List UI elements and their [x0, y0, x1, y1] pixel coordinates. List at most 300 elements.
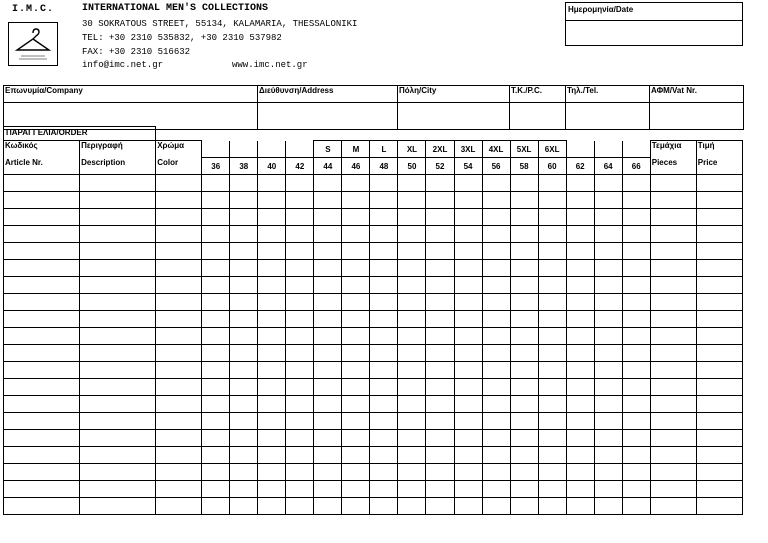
order-cell[interactable]: [426, 328, 454, 345]
order-cell[interactable]: [286, 498, 314, 515]
order-cell[interactable]: [258, 209, 286, 226]
order-cell[interactable]: [286, 192, 314, 209]
city-field-value[interactable]: [398, 103, 510, 130]
order-cell[interactable]: [426, 413, 454, 430]
order-cell[interactable]: [156, 498, 202, 515]
order-cell[interactable]: [594, 447, 622, 464]
order-cell[interactable]: [370, 481, 398, 498]
order-cell[interactable]: [454, 413, 482, 430]
order-cell[interactable]: [650, 396, 696, 413]
order-cell[interactable]: [342, 226, 370, 243]
order-cell[interactable]: [454, 396, 482, 413]
order-cell[interactable]: [4, 498, 80, 515]
order-cell[interactable]: [370, 277, 398, 294]
order-cell[interactable]: [202, 413, 230, 430]
order-cell[interactable]: [594, 498, 622, 515]
order-cell[interactable]: [566, 430, 594, 447]
order-cell[interactable]: [230, 430, 258, 447]
order-cell[interactable]: [80, 243, 156, 260]
order-cell[interactable]: [482, 260, 510, 277]
order-cell[interactable]: [696, 413, 742, 430]
order-cell[interactable]: [258, 362, 286, 379]
order-cell[interactable]: [594, 209, 622, 226]
order-cell[interactable]: [398, 226, 426, 243]
order-cell[interactable]: [202, 430, 230, 447]
order-cell[interactable]: [426, 498, 454, 515]
order-cell[interactable]: [230, 311, 258, 328]
order-cell[interactable]: [482, 175, 510, 192]
order-cell[interactable]: [696, 379, 742, 396]
order-cell[interactable]: [650, 362, 696, 379]
order-cell[interactable]: [538, 311, 566, 328]
order-cell[interactable]: [696, 362, 742, 379]
order-cell[interactable]: [342, 362, 370, 379]
order-cell[interactable]: [314, 260, 342, 277]
order-cell[interactable]: [538, 430, 566, 447]
order-cell[interactable]: [202, 481, 230, 498]
order-cell[interactable]: [622, 379, 650, 396]
order-cell[interactable]: [230, 413, 258, 430]
order-cell[interactable]: [650, 311, 696, 328]
order-cell[interactable]: [258, 175, 286, 192]
order-cell[interactable]: [622, 328, 650, 345]
order-cell[interactable]: [426, 226, 454, 243]
order-cell[interactable]: [4, 430, 80, 447]
order-cell[interactable]: [482, 226, 510, 243]
order-cell[interactable]: [258, 328, 286, 345]
order-cell[interactable]: [80, 311, 156, 328]
order-cell[interactable]: [80, 175, 156, 192]
order-cell[interactable]: [398, 311, 426, 328]
order-cell[interactable]: [342, 192, 370, 209]
order-cell[interactable]: [230, 260, 258, 277]
order-cell[interactable]: [538, 277, 566, 294]
order-cell[interactable]: [538, 379, 566, 396]
order-cell[interactable]: [454, 192, 482, 209]
order-cell[interactable]: [258, 192, 286, 209]
order-cell[interactable]: [230, 362, 258, 379]
order-cell[interactable]: [314, 379, 342, 396]
address-field-value[interactable]: [258, 103, 398, 130]
order-cell[interactable]: [156, 464, 202, 481]
order-cell[interactable]: [696, 243, 742, 260]
order-cell[interactable]: [202, 362, 230, 379]
order-cell[interactable]: [650, 413, 696, 430]
order-cell[interactable]: [454, 447, 482, 464]
order-cell[interactable]: [80, 192, 156, 209]
order-cell[interactable]: [156, 294, 202, 311]
order-cell[interactable]: [566, 311, 594, 328]
order-cell[interactable]: [696, 464, 742, 481]
order-cell[interactable]: [314, 311, 342, 328]
order-cell[interactable]: [4, 226, 80, 243]
order-cell[interactable]: [696, 430, 742, 447]
order-cell[interactable]: [650, 430, 696, 447]
order-cell[interactable]: [426, 277, 454, 294]
order-cell[interactable]: [622, 430, 650, 447]
order-cell[interactable]: [566, 481, 594, 498]
order-cell[interactable]: [426, 260, 454, 277]
order-cell[interactable]: [426, 379, 454, 396]
order-cell[interactable]: [314, 447, 342, 464]
order-cell[interactable]: [696, 294, 742, 311]
order-cell[interactable]: [650, 294, 696, 311]
order-cell[interactable]: [286, 464, 314, 481]
order-cell[interactable]: [622, 447, 650, 464]
order-cell[interactable]: [650, 243, 696, 260]
order-cell[interactable]: [650, 328, 696, 345]
order-cell[interactable]: [156, 362, 202, 379]
order-cell[interactable]: [622, 294, 650, 311]
order-cell[interactable]: [510, 481, 538, 498]
order-cell[interactable]: [622, 260, 650, 277]
order-cell[interactable]: [510, 464, 538, 481]
order-cell[interactable]: [258, 277, 286, 294]
order-cell[interactable]: [538, 260, 566, 277]
order-cell[interactable]: [258, 481, 286, 498]
order-cell[interactable]: [314, 362, 342, 379]
order-cell[interactable]: [156, 396, 202, 413]
order-cell[interactable]: [426, 396, 454, 413]
order-cell[interactable]: [156, 209, 202, 226]
order-cell[interactable]: [80, 498, 156, 515]
order-cell[interactable]: [510, 396, 538, 413]
order-cell[interactable]: [566, 345, 594, 362]
order-cell[interactable]: [4, 379, 80, 396]
order-cell[interactable]: [510, 192, 538, 209]
order-cell[interactable]: [230, 464, 258, 481]
order-cell[interactable]: [454, 277, 482, 294]
order-cell[interactable]: [258, 294, 286, 311]
vat-field-value[interactable]: [650, 103, 744, 130]
order-cell[interactable]: [80, 379, 156, 396]
order-cell[interactable]: [426, 481, 454, 498]
order-cell[interactable]: [4, 209, 80, 226]
order-cell[interactable]: [538, 498, 566, 515]
order-cell[interactable]: [398, 447, 426, 464]
order-cell[interactable]: [370, 328, 398, 345]
order-cell[interactable]: [398, 192, 426, 209]
order-cell[interactable]: [510, 243, 538, 260]
order-cell[interactable]: [156, 260, 202, 277]
order-cell[interactable]: [482, 430, 510, 447]
order-cell[interactable]: [622, 243, 650, 260]
order-cell[interactable]: [482, 209, 510, 226]
order-cell[interactable]: [80, 294, 156, 311]
order-cell[interactable]: [370, 447, 398, 464]
order-cell[interactable]: [258, 413, 286, 430]
order-cell[interactable]: [566, 226, 594, 243]
order-cell[interactable]: [370, 311, 398, 328]
order-cell[interactable]: [454, 430, 482, 447]
order-cell[interactable]: [80, 226, 156, 243]
order-cell[interactable]: [454, 345, 482, 362]
order-cell[interactable]: [426, 464, 454, 481]
order-cell[interactable]: [538, 328, 566, 345]
order-cell[interactable]: [80, 362, 156, 379]
order-cell[interactable]: [426, 362, 454, 379]
order-cell[interactable]: [398, 209, 426, 226]
order-cell[interactable]: [510, 362, 538, 379]
order-cell[interactable]: [342, 447, 370, 464]
order-cell[interactable]: [622, 175, 650, 192]
order-cell[interactable]: [370, 294, 398, 311]
order-cell[interactable]: [398, 175, 426, 192]
order-cell[interactable]: [566, 277, 594, 294]
order-cell[interactable]: [202, 447, 230, 464]
order-cell[interactable]: [80, 260, 156, 277]
order-cell[interactable]: [4, 294, 80, 311]
order-cell[interactable]: [566, 175, 594, 192]
order-cell[interactable]: [482, 379, 510, 396]
order-cell[interactable]: [650, 481, 696, 498]
order-cell[interactable]: [230, 294, 258, 311]
order-cell[interactable]: [202, 175, 230, 192]
order-cell[interactable]: [4, 413, 80, 430]
order-cell[interactable]: [482, 498, 510, 515]
order-cell[interactable]: [258, 379, 286, 396]
order-cell[interactable]: [566, 209, 594, 226]
order-cell[interactable]: [454, 362, 482, 379]
order-cell[interactable]: [650, 175, 696, 192]
order-cell[interactable]: [622, 345, 650, 362]
order-cell[interactable]: [454, 311, 482, 328]
order-cell[interactable]: [202, 396, 230, 413]
order-cell[interactable]: [482, 311, 510, 328]
order-cell[interactable]: [80, 481, 156, 498]
order-cell[interactable]: [398, 243, 426, 260]
order-cell[interactable]: [454, 243, 482, 260]
order-cell[interactable]: [482, 464, 510, 481]
order-cell[interactable]: [370, 413, 398, 430]
order-cell[interactable]: [538, 362, 566, 379]
order-cell[interactable]: [398, 379, 426, 396]
order-cell[interactable]: [4, 260, 80, 277]
order-cell[interactable]: [342, 379, 370, 396]
order-cell[interactable]: [622, 498, 650, 515]
order-cell[interactable]: [80, 430, 156, 447]
order-cell[interactable]: [258, 430, 286, 447]
order-cell[interactable]: [398, 481, 426, 498]
order-cell[interactable]: [482, 277, 510, 294]
order-cell[interactable]: [370, 430, 398, 447]
order-cell[interactable]: [454, 294, 482, 311]
order-cell[interactable]: [342, 345, 370, 362]
order-cell[interactable]: [314, 498, 342, 515]
order-cell[interactable]: [314, 430, 342, 447]
order-cell[interactable]: [398, 328, 426, 345]
order-cell[interactable]: [156, 481, 202, 498]
order-cell[interactable]: [342, 464, 370, 481]
order-cell[interactable]: [482, 243, 510, 260]
order-cell[interactable]: [426, 175, 454, 192]
order-cell[interactable]: [314, 294, 342, 311]
order-cell[interactable]: [538, 294, 566, 311]
order-cell[interactable]: [696, 396, 742, 413]
order-cell[interactable]: [696, 481, 742, 498]
order-cell[interactable]: [80, 413, 156, 430]
order-cell[interactable]: [314, 464, 342, 481]
order-cell[interactable]: [566, 396, 594, 413]
order-cell[interactable]: [4, 311, 80, 328]
order-cell[interactable]: [156, 192, 202, 209]
order-cell[interactable]: [398, 413, 426, 430]
order-cell[interactable]: [622, 481, 650, 498]
order-cell[interactable]: [622, 192, 650, 209]
order-cell[interactable]: [538, 345, 566, 362]
order-cell[interactable]: [426, 311, 454, 328]
order-cell[interactable]: [566, 260, 594, 277]
order-cell[interactable]: [650, 379, 696, 396]
order-cell[interactable]: [230, 328, 258, 345]
order-cell[interactable]: [398, 396, 426, 413]
order-cell[interactable]: [314, 243, 342, 260]
order-cell[interactable]: [538, 396, 566, 413]
order-cell[interactable]: [286, 447, 314, 464]
order-cell[interactable]: [482, 192, 510, 209]
order-cell[interactable]: [4, 345, 80, 362]
order-cell[interactable]: [566, 243, 594, 260]
order-cell[interactable]: [538, 481, 566, 498]
order-cell[interactable]: [594, 396, 622, 413]
order-cell[interactable]: [482, 396, 510, 413]
order-cell[interactable]: [314, 481, 342, 498]
order-cell[interactable]: [314, 328, 342, 345]
order-cell[interactable]: [342, 481, 370, 498]
order-cell[interactable]: [696, 175, 742, 192]
order-cell[interactable]: [650, 277, 696, 294]
order-cell[interactable]: [510, 209, 538, 226]
order-cell[interactable]: [370, 379, 398, 396]
order-cell[interactable]: [696, 311, 742, 328]
order-cell[interactable]: [202, 464, 230, 481]
order-cell[interactable]: [510, 345, 538, 362]
order-cell[interactable]: [650, 447, 696, 464]
order-cell[interactable]: [314, 277, 342, 294]
order-cell[interactable]: [426, 430, 454, 447]
order-cell[interactable]: [258, 243, 286, 260]
order-cell[interactable]: [454, 175, 482, 192]
order-cell[interactable]: [342, 243, 370, 260]
order-cell[interactable]: [230, 243, 258, 260]
order-cell[interactable]: [80, 396, 156, 413]
order-cell[interactable]: [156, 413, 202, 430]
order-cell[interactable]: [566, 328, 594, 345]
order-cell[interactable]: [696, 498, 742, 515]
order-cell[interactable]: [370, 243, 398, 260]
order-cell[interactable]: [230, 226, 258, 243]
order-cell[interactable]: [4, 277, 80, 294]
order-cell[interactable]: [454, 379, 482, 396]
order-cell[interactable]: [314, 396, 342, 413]
order-cell[interactable]: [594, 260, 622, 277]
order-cell[interactable]: [230, 447, 258, 464]
order-cell[interactable]: [286, 430, 314, 447]
order-cell[interactable]: [696, 226, 742, 243]
order-cell[interactable]: [4, 362, 80, 379]
order-cell[interactable]: [370, 209, 398, 226]
order-cell[interactable]: [156, 243, 202, 260]
order-cell[interactable]: [286, 209, 314, 226]
order-cell[interactable]: [622, 209, 650, 226]
order-cell[interactable]: [482, 294, 510, 311]
order-cell[interactable]: [482, 345, 510, 362]
order-cell[interactable]: [398, 260, 426, 277]
order-cell[interactable]: [426, 447, 454, 464]
order-cell[interactable]: [156, 226, 202, 243]
order-cell[interactable]: [258, 498, 286, 515]
order-cell[interactable]: [538, 413, 566, 430]
order-cell[interactable]: [202, 277, 230, 294]
order-cell[interactable]: [426, 209, 454, 226]
order-cell[interactable]: [650, 226, 696, 243]
order-cell[interactable]: [510, 311, 538, 328]
order-cell[interactable]: [202, 311, 230, 328]
order-cell[interactable]: [482, 362, 510, 379]
order-cell[interactable]: [454, 481, 482, 498]
order-cell[interactable]: [286, 396, 314, 413]
order-cell[interactable]: [538, 175, 566, 192]
order-cell[interactable]: [314, 209, 342, 226]
order-cell[interactable]: [202, 294, 230, 311]
order-cell[interactable]: [594, 192, 622, 209]
order-cell[interactable]: [202, 345, 230, 362]
order-cell[interactable]: [696, 192, 742, 209]
order-cell[interactable]: [398, 362, 426, 379]
order-cell[interactable]: [370, 192, 398, 209]
order-cell[interactable]: [342, 294, 370, 311]
order-cell[interactable]: [622, 464, 650, 481]
order-cell[interactable]: [398, 430, 426, 447]
order-cell[interactable]: [202, 328, 230, 345]
order-cell[interactable]: [4, 192, 80, 209]
order-cell[interactable]: [4, 175, 80, 192]
order-cell[interactable]: [594, 311, 622, 328]
order-cell[interactable]: [342, 260, 370, 277]
order-cell[interactable]: [286, 345, 314, 362]
order-cell[interactable]: [156, 447, 202, 464]
order-cell[interactable]: [230, 396, 258, 413]
order-cell[interactable]: [594, 379, 622, 396]
tel-field-value[interactable]: [566, 103, 650, 130]
order-cell[interactable]: [258, 396, 286, 413]
order-cell[interactable]: [314, 413, 342, 430]
order-cell[interactable]: [594, 243, 622, 260]
order-cell[interactable]: [594, 481, 622, 498]
order-cell[interactable]: [286, 379, 314, 396]
order-cell[interactable]: [594, 464, 622, 481]
order-cell[interactable]: [202, 498, 230, 515]
order-cell[interactable]: [482, 413, 510, 430]
order-cell[interactable]: [342, 175, 370, 192]
order-cell[interactable]: [342, 311, 370, 328]
order-cell[interactable]: [342, 209, 370, 226]
order-cell[interactable]: [230, 498, 258, 515]
order-cell[interactable]: [4, 447, 80, 464]
order-cell[interactable]: [258, 345, 286, 362]
order-cell[interactable]: [454, 260, 482, 277]
order-cell[interactable]: [286, 481, 314, 498]
order-cell[interactable]: [594, 328, 622, 345]
order-cell[interactable]: [538, 192, 566, 209]
order-cell[interactable]: [510, 430, 538, 447]
order-cell[interactable]: [202, 226, 230, 243]
order-cell[interactable]: [482, 481, 510, 498]
order-cell[interactable]: [342, 328, 370, 345]
order-cell[interactable]: [594, 413, 622, 430]
order-cell[interactable]: [696, 447, 742, 464]
order-cell[interactable]: [594, 175, 622, 192]
